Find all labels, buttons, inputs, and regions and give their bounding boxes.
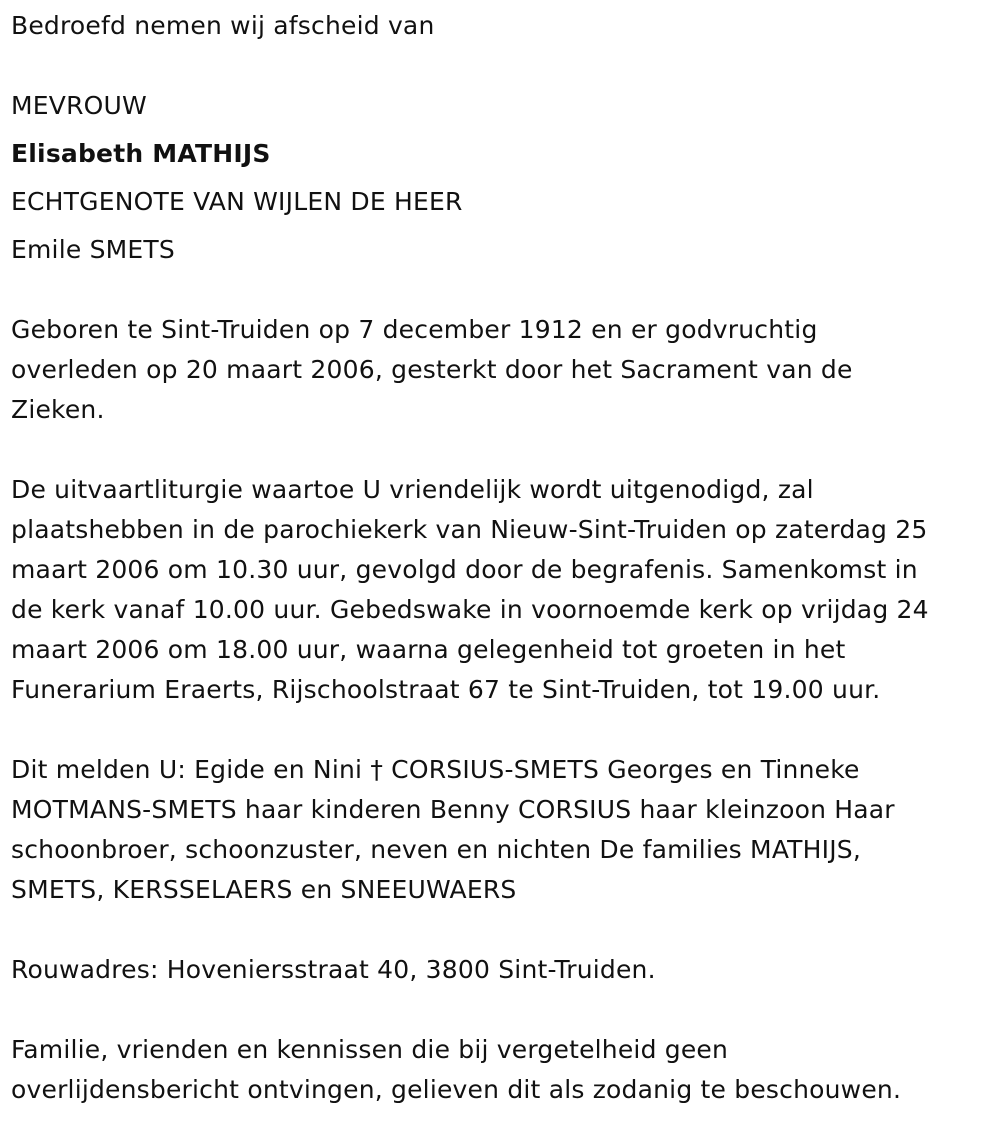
- announcers-continue: CORSIUS-SMETS Georges en Tinneke: [383, 755, 860, 784]
- paragraph-line: Familie, vrienden en kennissen die bij vergetelheid geen: [11, 1035, 729, 1064]
- relation-text: ECHTGENOTE VAN WIJLEN DE HEER: [11, 187, 463, 216]
- spacer: [11, 270, 986, 310]
- paragraph-line: overlijdensbericht ontvingen, gelieven dit als zodanig te beschouwen.: [11, 1075, 902, 1104]
- deceased-name: Elisabeth MATHIJS: [11, 139, 271, 168]
- paragraph-line: Zieken.: [11, 395, 105, 424]
- spacer: [11, 710, 986, 750]
- spacer: [11, 910, 986, 950]
- paragraph-line: De uitvaartliturgie waartoe U vriendelijk wordt uitgenodigd, zal: [11, 475, 814, 504]
- spouse-name: Emile SMETS: [11, 235, 175, 264]
- paragraph-line: SMETS, KERSSELAERS en SNEEUWAERS: [11, 875, 517, 904]
- death-notice: [11, 6, 986, 1110]
- funeral-paragraph: [11, 470, 986, 710]
- paragraph-line: [11, 750, 986, 790]
- birth-death-paragraph: [11, 310, 986, 430]
- paragraph-line: schoonbroer, schoonzuster, neven en nichten De families MATHIJS,: [11, 835, 862, 864]
- paragraph-line: Funerarium Eraerts, Rijschoolstraat 67 te Sint-Truiden, tot 19.00 uur.: [11, 675, 881, 704]
- spacer: [11, 990, 986, 1030]
- paragraph-line: de kerk vanaf 10.00 uur. Gebedswake in voornoemde kerk op vrijdag 24: [11, 595, 929, 624]
- spacer: [11, 174, 986, 182]
- paragraph-line: Geboren te Sint-Truiden op 7 december 1912 en er godvruchtig: [11, 315, 818, 344]
- paragraph-line: overleden op 20 maart 2006, gesterkt door het Sacrament van de: [11, 355, 853, 384]
- paragraph-line: MOTMANS-SMETS haar kinderen Benny CORSIUS haar kleinzoon Haar: [11, 795, 895, 824]
- mourning-address: Rouwadres: Hoveniersstraat 40, 3800 Sint-Truiden.: [11, 955, 656, 984]
- intro-text: Bedroefd nemen wij afscheid van: [11, 11, 435, 40]
- spacer: [11, 126, 986, 134]
- spacer: [11, 430, 986, 470]
- closing-paragraph: [11, 1030, 986, 1110]
- paragraph-line: plaatshebben in de parochiekerk van Nieuw-Sint-Truiden op zaterdag 25: [11, 515, 928, 544]
- honorific: MEVROUW: [11, 91, 147, 120]
- spacer: [11, 46, 986, 86]
- cross-icon: †: [370, 755, 384, 784]
- paragraph-line: maart 2006 om 18.00 uur, waarna gelegenheid tot groeten in het: [11, 635, 846, 664]
- announcers-paragraph: [11, 750, 986, 910]
- spacer: [11, 222, 986, 230]
- paragraph-line: maart 2006 om 10.30 uur, gevolgd door de begrafenis. Samenkomst in: [11, 555, 918, 584]
- announcers-lead: Dit melden U: Egide en Nini: [11, 755, 371, 784]
